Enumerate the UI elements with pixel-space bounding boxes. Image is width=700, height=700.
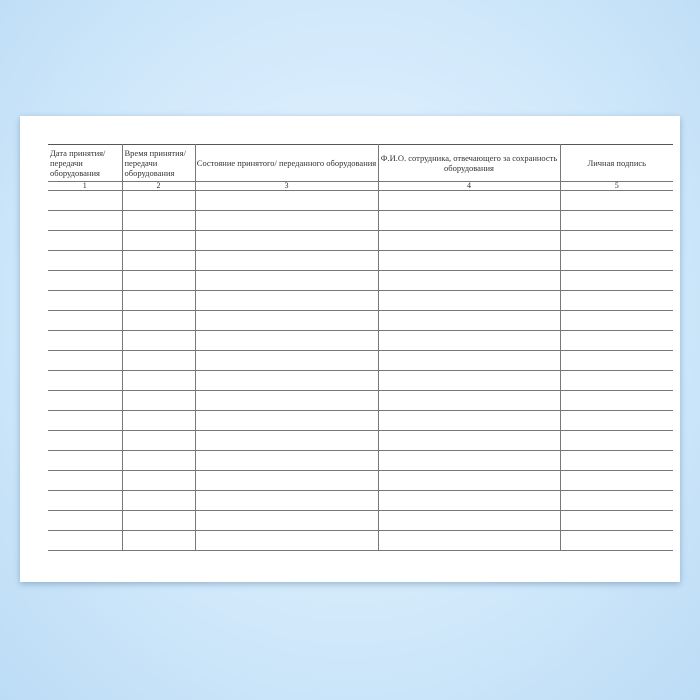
entry-cell bbox=[195, 531, 378, 551]
entry-cell bbox=[48, 371, 122, 391]
entry-cell bbox=[48, 471, 122, 491]
table-row bbox=[48, 291, 673, 311]
entry-cell bbox=[48, 391, 122, 411]
entry-cell bbox=[48, 331, 122, 351]
entry-cell bbox=[122, 471, 195, 491]
equipment-log-table bbox=[48, 144, 673, 551]
entry-cell bbox=[378, 271, 560, 291]
entry-cell bbox=[122, 491, 195, 511]
entry-cell bbox=[195, 351, 378, 371]
entry-cell bbox=[195, 271, 378, 291]
column-header-signature: Личная подпись bbox=[560, 145, 673, 182]
entry-cell bbox=[48, 271, 122, 291]
entry-cell bbox=[48, 511, 122, 531]
table-row bbox=[48, 431, 673, 451]
column-number: 1 bbox=[48, 182, 122, 191]
entry-cell bbox=[195, 291, 378, 311]
entry-cell bbox=[48, 351, 122, 371]
entry-cell bbox=[195, 431, 378, 451]
entry-cell bbox=[560, 431, 673, 451]
entry-cell bbox=[122, 411, 195, 431]
entry-cell bbox=[560, 471, 673, 491]
entry-cell bbox=[560, 351, 673, 371]
entry-rows bbox=[48, 191, 673, 551]
entry-cell bbox=[122, 511, 195, 531]
entry-cell bbox=[560, 411, 673, 431]
entry-cell bbox=[560, 391, 673, 411]
entry-cell bbox=[378, 371, 560, 391]
entry-cell bbox=[122, 371, 195, 391]
entry-cell bbox=[378, 531, 560, 551]
table-row bbox=[48, 271, 673, 291]
table-row bbox=[48, 351, 673, 371]
entry-cell bbox=[378, 471, 560, 491]
table-row bbox=[48, 451, 673, 471]
entry-cell bbox=[378, 251, 560, 271]
entry-cell bbox=[122, 211, 195, 231]
entry-cell bbox=[48, 191, 122, 211]
entry-cell bbox=[122, 271, 195, 291]
table-row bbox=[48, 471, 673, 491]
entry-cell bbox=[560, 331, 673, 351]
entry-cell bbox=[195, 451, 378, 471]
entry-cell bbox=[195, 371, 378, 391]
entry-cell bbox=[195, 211, 378, 231]
entry-cell bbox=[122, 331, 195, 351]
entry-cell bbox=[48, 231, 122, 251]
entry-cell bbox=[48, 451, 122, 471]
table-row bbox=[48, 231, 673, 251]
column-number-row bbox=[48, 182, 673, 191]
entry-cell bbox=[378, 191, 560, 211]
entry-cell bbox=[560, 211, 673, 231]
entry-cell bbox=[378, 331, 560, 351]
column-header-responsible-person: Ф.И.О. сотрудника, отвечающего за сохранность оборудования bbox=[378, 145, 560, 182]
entry-cell bbox=[378, 291, 560, 311]
table-row bbox=[48, 491, 673, 511]
entry-cell bbox=[48, 251, 122, 271]
table-row bbox=[48, 511, 673, 531]
entry-cell bbox=[122, 431, 195, 451]
entry-cell bbox=[378, 391, 560, 411]
entry-cell bbox=[560, 251, 673, 271]
column-number: 2 bbox=[122, 182, 195, 191]
table-row bbox=[48, 371, 673, 391]
entry-cell bbox=[122, 451, 195, 471]
entry-cell bbox=[48, 411, 122, 431]
entry-cell bbox=[122, 291, 195, 311]
entry-cell bbox=[560, 311, 673, 331]
entry-cell bbox=[378, 351, 560, 371]
table-row bbox=[48, 411, 673, 431]
entry-cell bbox=[122, 251, 195, 271]
table-row bbox=[48, 311, 673, 331]
entry-cell bbox=[560, 491, 673, 511]
column-number: 5 bbox=[560, 182, 673, 191]
entry-cell bbox=[195, 491, 378, 511]
entry-cell bbox=[378, 431, 560, 451]
entry-cell bbox=[378, 311, 560, 331]
table-row bbox=[48, 211, 673, 231]
entry-cell bbox=[560, 191, 673, 211]
entry-cell bbox=[195, 251, 378, 271]
entry-cell bbox=[560, 271, 673, 291]
column-header-time: Время принятия/ передачи оборудования bbox=[122, 145, 195, 182]
entry-cell bbox=[195, 331, 378, 351]
entry-cell bbox=[48, 291, 122, 311]
entry-cell bbox=[560, 291, 673, 311]
entry-cell bbox=[378, 211, 560, 231]
column-header-condition: Состояние принятого/ переданного оборудования bbox=[195, 145, 378, 182]
journal-page bbox=[20, 116, 680, 582]
entry-cell bbox=[195, 391, 378, 411]
entry-cell bbox=[560, 371, 673, 391]
table-row bbox=[48, 331, 673, 351]
entry-cell bbox=[560, 451, 673, 471]
entry-cell bbox=[195, 231, 378, 251]
entry-cell bbox=[195, 191, 378, 211]
entry-cell bbox=[122, 231, 195, 251]
entry-cell bbox=[195, 411, 378, 431]
entry-cell bbox=[195, 511, 378, 531]
table-row bbox=[48, 251, 673, 271]
entry-cell bbox=[48, 211, 122, 231]
entry-cell bbox=[122, 311, 195, 331]
entry-cell bbox=[378, 491, 560, 511]
entry-cell bbox=[378, 411, 560, 431]
column-number: 3 bbox=[195, 182, 378, 191]
entry-cell bbox=[195, 311, 378, 331]
table-row bbox=[48, 391, 673, 411]
column-number: 4 bbox=[378, 182, 560, 191]
entry-cell bbox=[195, 471, 378, 491]
table-row bbox=[48, 531, 673, 551]
entry-cell bbox=[48, 531, 122, 551]
entry-cell bbox=[48, 491, 122, 511]
entry-cell bbox=[122, 391, 195, 411]
entry-cell bbox=[378, 451, 560, 471]
entry-cell bbox=[122, 351, 195, 371]
entry-cell bbox=[378, 511, 560, 531]
header-row bbox=[48, 145, 673, 182]
entry-cell bbox=[378, 231, 560, 251]
entry-cell bbox=[560, 531, 673, 551]
entry-cell bbox=[560, 511, 673, 531]
entry-cell bbox=[48, 431, 122, 451]
table-row bbox=[48, 191, 673, 211]
entry-cell bbox=[48, 311, 122, 331]
column-header-date: Дата принятия/ передачи оборудования bbox=[48, 145, 122, 182]
entry-cell bbox=[122, 531, 195, 551]
entry-cell bbox=[560, 231, 673, 251]
entry-cell bbox=[122, 191, 195, 211]
